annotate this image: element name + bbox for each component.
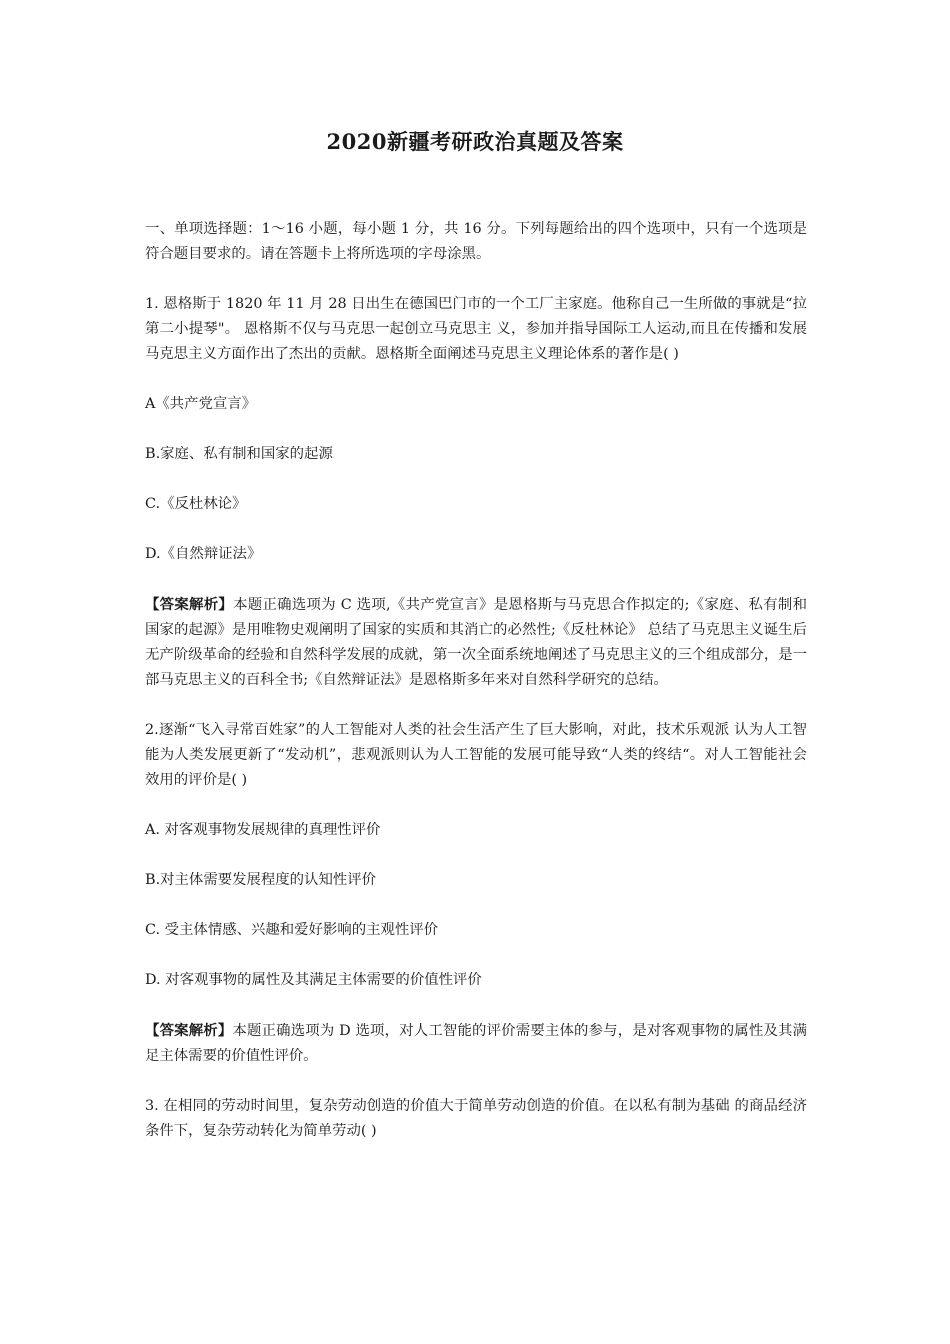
- answer-text: 本题正确选项为 D 选项，对人工智能的评价需要主体的参与，是对客观事物的属性及其满足主体需要的价值性评价。: [145, 1023, 807, 1064]
- question-2-option-a: A. 对客观事物发展规律的真理性评价: [145, 822, 381, 838]
- document-body: [145, 217, 807, 1169]
- answer-tag: 【答案解析】: [145, 596, 234, 613]
- answer-tag: 【答案解析】: [145, 1022, 233, 1039]
- question-1-option-b: B.家庭、私有制和国家的起源: [145, 446, 333, 462]
- question-1-stem: 1. 恩格斯于 1820 年 11 月 28 日出生在德国巴门市的一个工厂主家庭。他称自己一生所做的事就是“拉第二小提琴"。 恩格斯不仅与马克思一起创立马克思主 义，参加并指导国际工人运动,而且在传播和发展马克思主义方面作出了杰出的贡献。恩格斯全面阐述马克思主义理论体系的著作是( ): [145, 296, 807, 362]
- question-1-option-c: C.《反杜林论》: [145, 496, 247, 512]
- question-3-stem: 3. 在相同的劳动时间里，复杂劳动创造的价值大于简单劳动创造的价值。在以私有制为基础 的商品经济条件下，复杂劳动转化为简单劳动( ): [145, 1098, 807, 1139]
- question-2-option-d: D. 对客观事物的属性及其满足主体需要的价值性评价: [145, 972, 482, 988]
- answer-text: 本题正确选项为 C 选项,《共产党宣言》是恩格斯与马克思合作拟定的;《家庭、私有制和国家的起源》是用唯物史观阐明了国家的实质和其消亡的必然性;《反杜林论》 总结了马克思主义诞生后无产阶级革命的经验和自然科学发展的成就，第一次全面系统地阐述了马克思主义的三个组成部分，是一部马克思主义的百科全书;《自然辩证法》是恩格斯多年来对自然科学研究的总结。: [145, 597, 807, 688]
- question-2-answer: [145, 1018, 807, 1069]
- question-1-option-d: D.《自然辩证法》: [145, 546, 262, 562]
- question-2-option-b: B.对主体需要发展程度的认知性评价: [145, 872, 377, 888]
- section-intro: 一、单项选择题：1～16 小题，每小题 1 分，共 16 分。下列每题给出的四个选项中，只有一个选项是符合题目要求的。请在答题卡上将所选项的字母涂黑。: [145, 221, 807, 262]
- question-2-option-c: C. 受主体情感、兴趣和爱好影响的主观性评价: [145, 922, 439, 938]
- document-title: 2020新疆考研政治真题及答案: [326, 129, 624, 154]
- question-2-stem: 2.逐渐“飞入寻常百姓家”的人工智能对人类的社会生活产生了巨大影响，对此，技术乐观派 认为人工智能为人类发展更新了“发动机”，悲观派则认为人工智能的发展可能导致“人类的终结“。对人工智能社会效用的评价是( ): [145, 722, 807, 788]
- question-1-answer: [145, 592, 807, 693]
- question-1-option-a: A《共产党宣言》: [145, 396, 257, 412]
